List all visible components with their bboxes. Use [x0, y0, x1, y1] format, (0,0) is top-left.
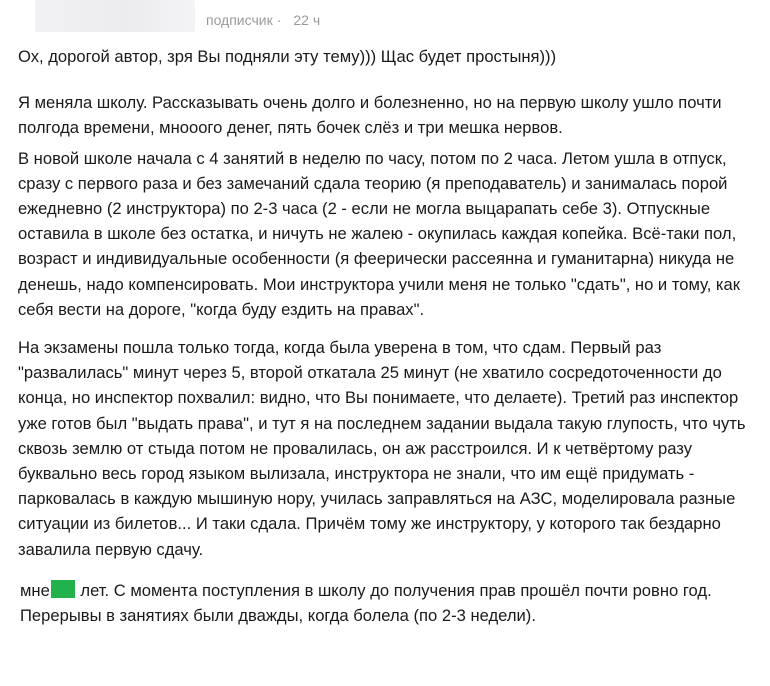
author-role-label: подписчик	[206, 12, 273, 28]
meta-separator: ·	[276, 12, 282, 28]
redacted-age-block	[51, 580, 75, 598]
comment-timestamp[interactable]: 22 ч	[293, 12, 321, 28]
blurred-author-avatar-and-name[interactable]	[35, 0, 195, 32]
comment-paragraph: В новой школе начала с 4 занятий в неделю по часу, потом по 2 часа. Летом ушла в отпуск, сразу с первого раза и без замечаний сдала теорию (я преподаватель) и занималась порой ежедневно (2 инструктора) по 2-3 часа (2 - если не могла выцарапать себе 3). Отпускные оставила в школе без остатка, и ничуть не жалею - окупилась каждая копейка. Всё-таки пол, возраст и индивидуальные особенности (я феерически рассеянна и гуманитарна) никуда не денешь, надо компенсировать. Мои инструктора учили меня не только "сдать", но и тому, как себя вести на дороге, "когда буду ездить на правах".	[18, 148, 741, 319]
comment-paragraph: Ох, дорогой автор, зря Вы подняли эту тему))) Щас будет простыня)))	[18, 47, 557, 66]
comment-paragraph: Я меняла школу. Рассказывать очень долго и болезненно, но на первую школу ушло почти полгода времени, мнооого денег, пять бочек слёз и три мешка нервов.	[18, 93, 722, 138]
comment-paragraph: На экзамены пошла только тогда, когда была уверена в том, что сдам. Первый раз "развалилась" минут через 5, второй откатала 25 минут (не хватило сосредоточенности до конца, но инспектор похвалил: видно, что Вы понимаете, что делаете). Третий раз инспектор уже готов был "выдать права", и тут я на последнем задании выдала такую глупость, что чуть сквозь землю от стыда потом не провалилась, он аж расстроился. И к четвёртому разу буквально весь город языком вылизала, инструктора не знали, что им ещё придумать - парковалась в каждую мышиную нору, училась заправляться на АЗС, моделировала разные ситуации из билетов... И таки сдала. Причём тому же инструктору, у которого так бездарно завалила первую сдачу.	[18, 338, 746, 559]
paragraph-text-rest: лет. С момента поступления в школу до получения прав прошёл почти ровно год. Перерывы в занятиях были дважды, когда болела (по 2-3 недели).	[20, 580, 712, 626]
comment-paragraph-last	[18, 578, 758, 628]
paragraph-text-start: мне	[20, 580, 50, 600]
comment-header	[0, 0, 770, 40]
comment-meta	[206, 12, 320, 28]
comment-body	[18, 44, 758, 628]
